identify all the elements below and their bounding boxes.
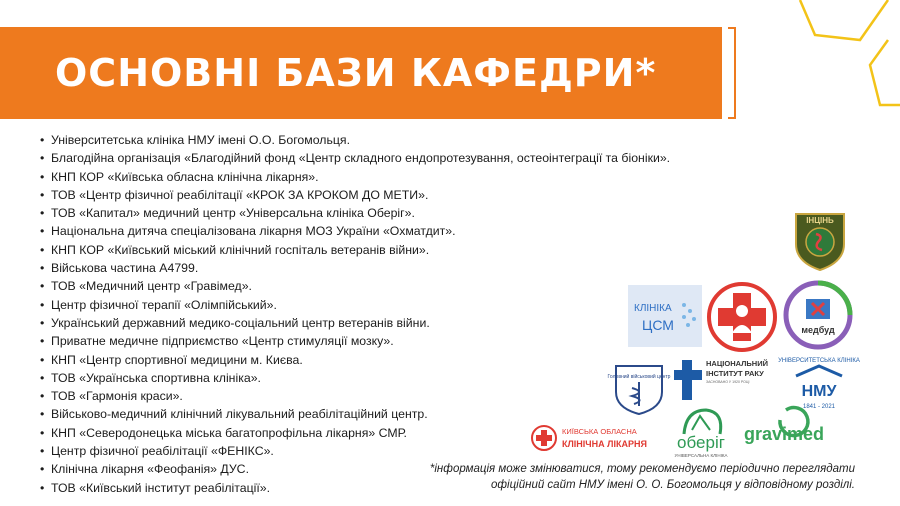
university-clinic-nmu-logo <box>778 352 860 412</box>
page-title: ОСНОВНІ БАЗИ КАФЕДРИ* <box>55 51 657 95</box>
base-list-item: • Національна дитяча спеціалізована лікарня МОЗ України «Охматдит». <box>40 222 670 240</box>
base-list-item: • ТОВ «Капитал» медичний центр «Універсальна клініка Оберіг». <box>40 204 670 222</box>
base-list-item: • КНП КОР «Київський міський клінічний госпіталь ветеранів війни». <box>40 241 670 259</box>
medbud-icon <box>782 279 854 351</box>
hospital-logo-text: Головний військовий центр <box>607 374 671 380</box>
base-list-item: • Військова частина А4799. <box>40 259 670 277</box>
base-list-item: • ТОВ «Українська спортивна клініка». <box>40 369 670 387</box>
red-cross-icon <box>706 281 778 353</box>
nmu-years: 1841 - 2021 <box>802 404 836 410</box>
base-list-item: • Університетська клініка НМУ імені О.О. Богомольця. <box>40 131 670 149</box>
base-list-item: • Клінічна лікарня «Феофанія» ДУС. <box>40 460 670 478</box>
base-list-item: • ТОВ «Київський інститут реабілітації». <box>40 479 670 497</box>
oberig-text: оберіг <box>677 433 725 452</box>
csm-line1: КЛІНІКА <box>634 303 672 314</box>
nir-line3: ЗАСНОВАНО У 1920 РОЦІ <box>706 380 750 384</box>
nmu-arc-text: УНІВЕРСИТЕТСЬКА КЛІНІКА <box>778 358 860 364</box>
hexagon-decoration-icon <box>790 0 900 110</box>
base-list-item: • КНП «Северодонецька міська багатопрофільна лікарня» СМР. <box>40 424 670 442</box>
nir-line2: ІНСТИТУТ РАКУ <box>706 369 764 378</box>
kokl-line2: КЛІНІЧНА ЛІКАРНЯ <box>562 439 647 449</box>
oberig-sub: УНІВЕРСАЛЬНА КЛІНІКА <box>674 453 728 458</box>
cancer-institute-cross-icon <box>674 360 702 400</box>
base-list-item: • КНП «Центр спортивної медицини м. Києва. <box>40 351 670 369</box>
base-list-item: • ТОВ «Медичний центр «Гравімед». <box>40 277 670 295</box>
oberig-tree-icon <box>684 410 721 434</box>
medbud-logo <box>782 279 854 351</box>
military-logo-text: ІНЦІНЬ <box>806 216 834 225</box>
nmu-letters: НМУ <box>801 383 837 400</box>
title-banner <box>0 27 722 119</box>
kyiv-regional-hospital-logo <box>530 420 662 456</box>
gravimed-logo <box>740 404 854 454</box>
military-unit-logo <box>788 208 852 272</box>
medbud-text: медбуд <box>801 325 835 335</box>
base-list-item: • Приватне медичне підприємство «Центр стимуляції мозку». <box>40 332 670 350</box>
base-list-item: • ТОВ «Гармонія краси». <box>40 387 670 405</box>
base-list-item: • Центр фізичної терапії «Олімпійський». <box>40 296 670 314</box>
oberig-clinic-logo <box>664 404 738 462</box>
base-list-item: • Військово-медичний клінічний лікувальний реабілітаційний центр. <box>40 405 670 423</box>
military-hospital-logo <box>607 358 671 416</box>
base-list-item: • КНП КОР «Київська обласна клінічна лікарня». <box>40 168 670 186</box>
national-cancer-institute-logo <box>672 352 772 404</box>
base-list-item: • Український державний медико-соціальний центр ветеранів війни. <box>40 314 670 332</box>
military-shield-icon <box>788 208 852 272</box>
clinic-csm-logo <box>628 285 702 347</box>
kokl-line1: КИЇВСЬКА ОБЛАСНА <box>562 427 637 436</box>
base-list-item: • Благодійна організація «Благодійний фонд «Центр складного ендопротезування, остеоінтеграції та біоніки». <box>40 149 670 167</box>
footnote: *інформація може змінюватися, тому рекомендуємо періодично переглядати офіційний сайт НМУ імені О. О. Богомольця у відповідному розділі. <box>429 463 855 491</box>
gravimed-text: gravimed <box>744 424 825 444</box>
nir-line1: НАЦІОНАЛЬНИЙ <box>706 359 769 368</box>
medical-emblem-icon <box>607 358 671 416</box>
roof-icon <box>796 366 842 376</box>
banner-edge-decoration <box>728 27 736 119</box>
red-cross-clinic-logo <box>706 281 778 353</box>
csm-line2: ЦСМ <box>642 317 674 333</box>
base-list-item: • Центр фізичної реабілітації «ФЕНІКС». <box>40 442 670 460</box>
base-list-item: • ТОВ «Центр фізичної реабілітації «КРОК ЗА КРОКОМ ДО МЕТИ». <box>40 186 670 204</box>
